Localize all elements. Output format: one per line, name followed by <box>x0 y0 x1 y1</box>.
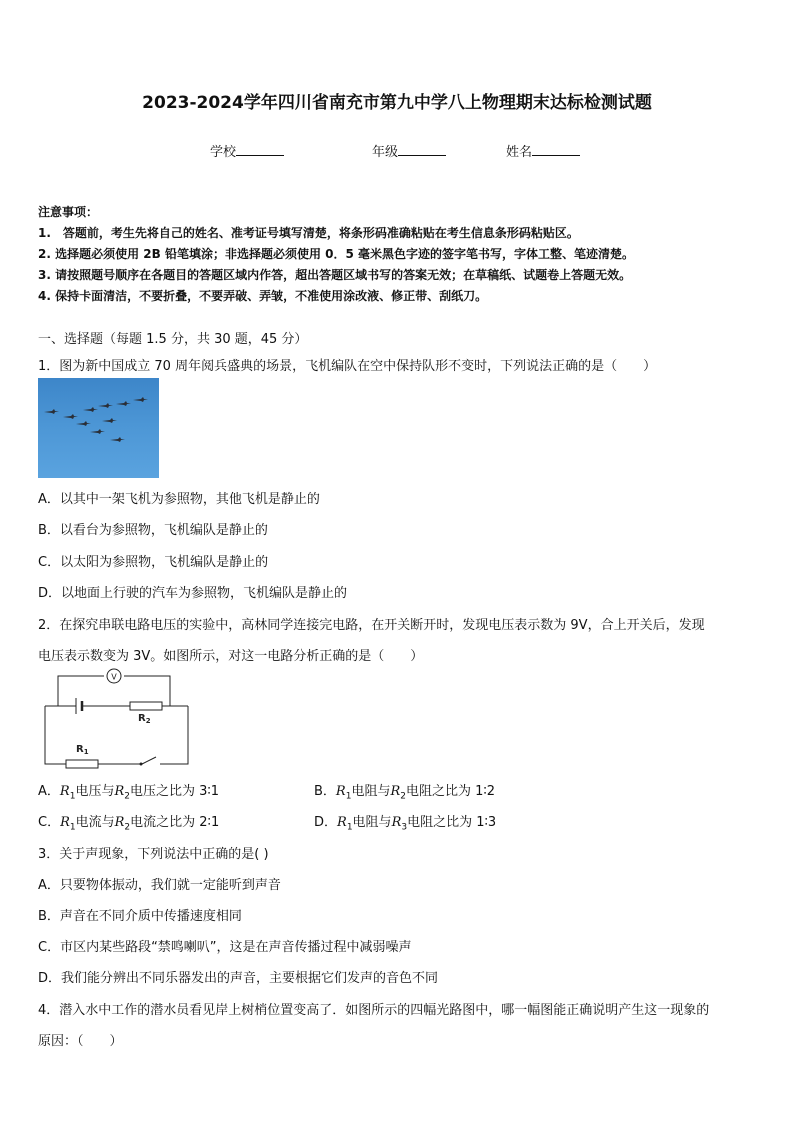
notice-item: 3. 请按照题号顺序在各题目的答题区域内作答，超出答题区域书写的答案无效；在草稿纸、试题卷上答题无效。 <box>38 268 632 282</box>
switch-icon <box>142 757 156 764</box>
question-4-stem-line2: 原因：（ ） <box>38 1034 123 1049</box>
question-3-stem: 3．关于声现象，下列说法中正确的是( ) <box>38 847 269 862</box>
question-3-option-c: C．市区内某些路段“禁鸣喇叭”，这是在声音传播过程中减弱噪声 <box>38 940 412 955</box>
jet <box>133 397 148 402</box>
wire <box>160 706 188 764</box>
school-field <box>210 141 284 160</box>
question-2-option-b: B．$R_1$电阻与$R_2$电阻之比为 1∶2 <box>314 784 496 802</box>
name-blank <box>532 143 580 156</box>
question-1-option-c: C．以太阳为参照物，飞机编队是静止的 <box>38 555 269 570</box>
notice-item: 1. 答题前，考生先将自己的姓名、准考证号填写清楚，将条形码准确粘贴在考生信息条形码粘贴区。 <box>38 226 579 240</box>
grade-field <box>372 141 446 160</box>
question-1-option-d: D．以地面上行驶的汽车为参照物，飞机编队是静止的 <box>38 586 348 601</box>
wire <box>45 706 66 764</box>
notice-item: 2. 选择题必须使用 2B 铅笔填涂；非选择题必须使用 0．5 毫米黑色字迹的签字笔书写，字体工整、笔迹清楚。 <box>38 247 634 261</box>
grade-label: 年级 <box>372 145 399 160</box>
jet <box>44 409 59 414</box>
jet <box>102 418 117 423</box>
school-label: 学校 <box>210 145 237 160</box>
battery-icon <box>76 698 82 714</box>
question-1-stem: 1．图为新中国成立 70 周年阅兵盛典的场景，飞机编队在空中保持队形不变时，下列说法正确的是（ ） <box>38 359 657 374</box>
notice-heading: 注意事项： <box>38 205 99 219</box>
section-heading: 一、选择题（每题 1.5 分，共 30 题，45 分） <box>38 332 308 347</box>
question-2-option-d: D．$R_1$电阻与$R_3$电阻之比为 1∶3 <box>314 815 497 833</box>
r1-label: $R_1$ <box>76 744 89 756</box>
grade-blank <box>398 143 446 156</box>
name-label: 姓名 <box>506 145 533 160</box>
jet <box>63 414 78 419</box>
question-2-stem-line2: 电压表示数变为 3V。如图所示，对这一电路分析正确的是（ ） <box>38 649 424 664</box>
jet <box>83 407 98 412</box>
switch-pivot-icon <box>140 763 143 766</box>
r2-label: $R_2$ <box>138 713 151 725</box>
voltmeter-label: V <box>111 672 117 682</box>
jet <box>76 421 91 426</box>
jet <box>98 403 113 408</box>
question-2-option-a: A．$R_1$电压与$R_2$电压之比为 3∶1 <box>38 784 220 802</box>
school-blank <box>236 143 284 156</box>
question-2-stem-line1: 2．在探究串联电路电压的实验中，高林同学连接完电路，在开关断开时，发现电压表示数为 9V，合上开关后，发现 <box>38 618 705 633</box>
jet-formation-photo <box>38 378 159 478</box>
question-1-option-a: A．以其中一架飞机为参照物，其他飞机是静止的 <box>38 492 320 507</box>
circuit-diagram <box>40 664 200 774</box>
question-3-option-a: A．只要物体振动，我们就一定能听到声音 <box>38 878 281 893</box>
jet <box>90 429 105 434</box>
question-1-option-b: B．以看台为参照物，飞机编队是静止的 <box>38 523 268 538</box>
notice-item: 4. 保持卡面清洁，不要折叠，不要弄破、弄皱，不准使用涂改液、修正带、刮纸刀。 <box>38 289 488 303</box>
question-3-option-b: B．声音在不同介质中传播速度相同 <box>38 909 242 924</box>
jet-formation-image <box>38 378 159 478</box>
jet <box>116 401 131 406</box>
resistor-r1-icon <box>66 760 98 768</box>
question-2-option-c: C．$R_1$电流与$R_2$电流之比为 2∶1 <box>38 815 220 833</box>
name-field <box>506 141 580 160</box>
question-3-option-d: D．我们能分辨出不同乐器发出的声音，主要根据它们发声的音色不同 <box>38 971 439 986</box>
resistor-r2-icon <box>130 702 162 710</box>
question-4-stem-line1: 4．潜入水中工作的潜水员看见岸上树梢位置变高了．如图所示的四幅光路图中，哪一幅图能正确说明产生这一现象的 <box>38 1003 710 1018</box>
page-title: 2023-2024学年四川省南充市第九中学八上物理期末达标检测试题 <box>142 93 652 113</box>
jets <box>44 397 148 442</box>
jet <box>110 437 125 442</box>
